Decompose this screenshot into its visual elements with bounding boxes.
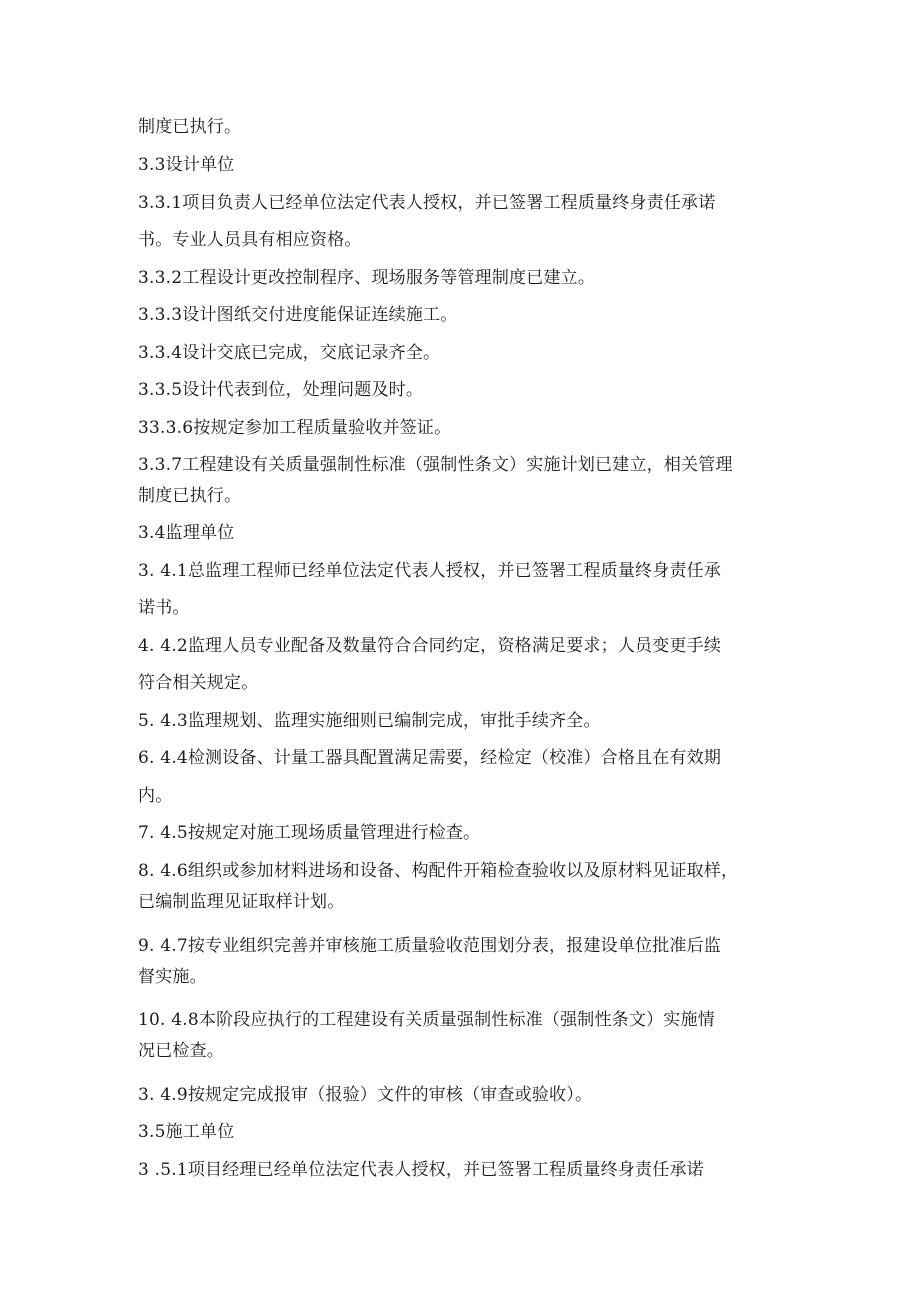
text-line: 书。专业人员具有相应资格。 [138,230,362,250]
text-line: 7. 4.5按规定对施工现场质量管理进行检查。 [138,823,481,843]
section-heading: 3.4监理单位 [138,523,235,543]
section-heading: 3.5施工单位 [138,1122,235,1142]
text-line: 3.3.5设计代表到位，处理问题及时。 [138,380,424,400]
text-line: 3. 4.9按规定完成报审（报验）文件的审核（审查或验收）。 [138,1085,593,1105]
text-line: 10. 4.8本阶段应执行的工程建设有关质量强制性标准（强制性条文）实施情 [138,1010,715,1030]
text-line: 督实施。 [138,967,207,987]
text-line: 6. 4.4检测设备、计量工器具配置满足需要，经检定（校准）合格且在有效期 [138,748,722,768]
text-line: 3.3.3设计图纸交付进度能保证连续施工。 [138,305,458,325]
text-line: 3 .5.1项目经理已经单位法定代表人授权，并已签署工程质量终身责任承诺 [138,1160,704,1180]
text-line: 8. 4.6组织或参加材料进场和设备、构配件开箱检查验收以及原材料见证取样， [138,861,739,881]
text-line: 已编制监理见证取样计划。 [138,892,345,912]
text-line: 况已检查。 [138,1041,224,1061]
text-line: 诺书。 [138,598,190,618]
text-line: 制度已执行。 [138,486,242,506]
text-line: 制度已执行。 [138,117,242,137]
text-line: 3. 4.1总监理工程师已经单位法定代表人授权，并已签署工程质量终身责任承 [138,561,722,581]
text-line: 3.3.4设计交底已完成，交底记录齐全。 [138,343,441,363]
text-line: 符合相关规定。 [138,673,259,693]
text-line: 9. 4.7按专业组织完善并审核施工质量验收范围划分表，报建设单位批准后监 [138,936,722,956]
section-heading: 3.3设计单位 [138,155,235,175]
text-line: 4. 4.2监理人员专业配备及数量符合合同约定，资格满足要求；人员变更手续 [138,636,722,656]
text-line: 5. 4.3监理规划、监理实施细则已编制完成，审批手续齐全。 [138,711,601,731]
text-line: 内。 [138,786,173,806]
text-line: 3.3.2工程设计更改控制程序、现场服务等管理制度已建立。 [138,268,596,288]
text-line: 3.3.7工程建设有关质量强制性标准（强制性条文）实施计划已建立，相关管理 [138,455,733,475]
text-line: 33.3.6按规定参加工程质量验收并签证。 [138,418,452,438]
text-line: 3.3.1项目负责人已经单位法定代表人授权，并已签署工程质量终身责任承诺 [138,193,716,213]
